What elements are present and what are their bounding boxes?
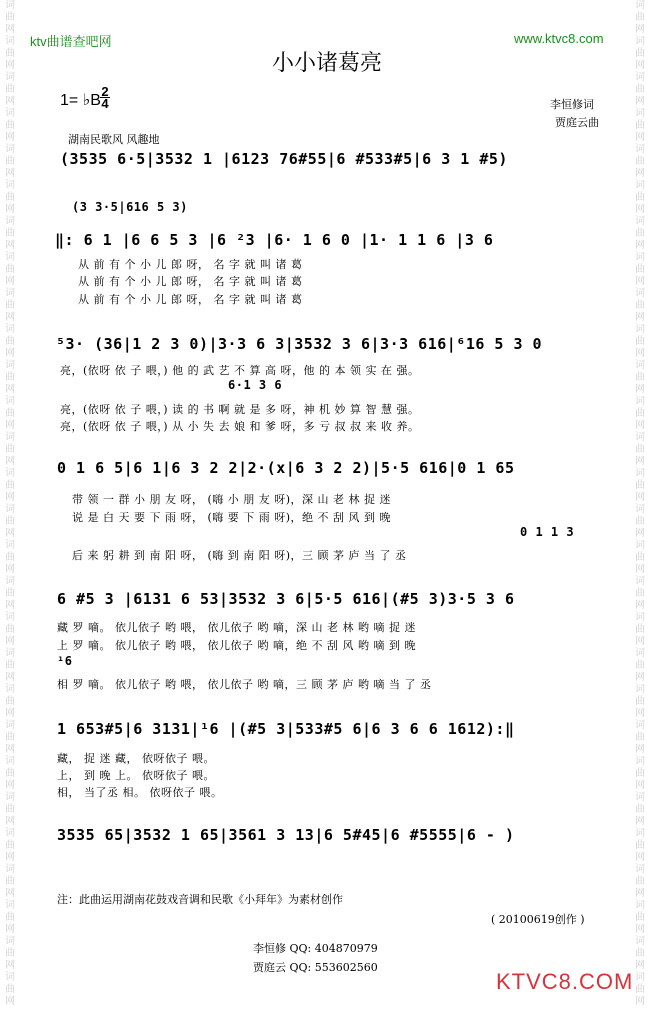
watermark-right: 词曲网词曲网词曲网词曲网词曲网词曲网词曲网词曲网词曲网词曲网词曲网词曲网词曲网词曲网词曲网词曲网词曲网词曲网词曲网词曲网词曲网词曲网词曲网词曲网词曲网词曲网词曲网词曲网 [635,0,645,1007]
contact-composer: 贾庭云 QQ: 553602560 [253,961,378,974]
contact-lyricist: 李恒修 QQ: 404870979 [253,942,378,955]
site-url[interactable]: www.ktvc8.com [514,31,604,46]
lyrics-line-1-v1: 从 前 有 个 小 儿 郎 呀， 名 字 就 叫 诸 葛 [78,258,303,271]
lyrics-line-5-v1: 藏， 捉 迷 藏， 依呀依子 喂。 [57,752,215,765]
lyricist: 李恒修词 [550,98,594,111]
composition-note: 注：此曲运用湖南花鼓戏音调和民歌《小拜年》为素材创作 [57,893,343,906]
lyrics-line-1-v2: 从 前 有 个 小 儿 郎 呀， 名 字 就 叫 诸 葛 [78,275,303,288]
style-marking: 湖南民歌风 风趣地 [68,133,160,146]
score-line-2: ⁵3· (36|1 2 3 0)|3·3 6 3|3532 3 6|3·3 616|⁶16 5 3 0 [56,335,543,353]
lyrics-line-5-v3: 相， 当了丞 相。 依呀依子 喂。 [57,786,223,799]
score-line-2-alt: 6·1 3 6 [228,378,283,392]
site-logo[interactable]: KTVC8.COM [496,969,634,994]
lyrics-line-3-v1: 带 领 一 群 小 朋 友 呀， (嗨 小 朋 友 呀)，深 山 老 林 捉 迷 [72,493,392,506]
page-title: 小小诸葛亮 [272,51,383,76]
score-outro: 3535 65|3532 1 65|3561 3 13|6 5#45|6 #5555|6 - ) [57,826,515,844]
score-intro: (3535 6·5|3532 1 |6123 76#55|6 #533#5|6 3 1 #5) [60,150,508,168]
lyrics-line-1-v3: 从 前 有 个 小 儿 郎 呀， 名 字 就 叫 诸 葛 [78,293,303,306]
score-line-4-alt: ¹6 [57,654,73,668]
lyrics-line-2-v2: 亮，(依呀 依 子 喂，) 读 的 书 啊 就 是 多 呀，神 机 妙 算 智 慧 强。 [60,403,420,416]
composition-date: ( 20100619创作 ) [491,913,585,926]
lyrics-line-4-v3: 相 罗 嘀。 依儿依子 哟 喂， 依儿依子 哟 嘀，三 顾 茅 庐 哟 嘀 当 了 丞 [57,678,432,691]
time-signature: 2 4 [101,84,109,111]
site-name: ktv曲谱查吧网 [30,34,112,49]
lyrics-line-4-v2: 上 罗 嘀。 依儿依子 哟 喂， 依儿依子 哟 嘀，绝 不 刮 风 哟 嘀 到 晚 [57,639,416,652]
lyrics-line-2-v3: 亮，(依呀 依 子 喂，) 从 小 失 去 娘 和 爹 呀，多 亏 叔 叔 来 收 养。 [60,420,420,433]
score-line-3-alt: 0 1 1 3 [520,525,575,539]
key-signature: 1= ♭B [60,92,101,109]
watermark-left: 词曲网词曲网词曲网词曲网词曲网词曲网词曲网词曲网词曲网词曲网词曲网词曲网词曲网词曲网词曲网词曲网词曲网词曲网词曲网词曲网词曲网词曲网词曲网词曲网词曲网词曲网词曲网词曲网 [5,0,15,1007]
lyrics-line-3-v3: 后 来 躬 耕 到 南 阳 呀， (嗨 到 南 阳 呀)，三 顾 茅 庐 当 了 丞 [72,549,407,562]
score-line-5: 1 653#5|6 3131|¹6 |(#5 3|533#5 6|6 3 6 6 1612):‖ [57,720,515,738]
lyrics-line-4-v1: 藏 罗 嘀。 依儿依子 哟 喂， 依儿依子 哟 嘀，深 山 老 林 哟 嘀 捉 迷 [57,621,416,634]
score-line-4: 6 #5 3 |6131 6 53|3532 3 6|5·5 616|(#5 3)3·5 3 6 [57,590,515,608]
score-line-3: 0 1 6 5|6 1|6 3 2 2|2·(x|6 3 2 2)|5·5 616|0 1 65 [57,459,515,477]
lyrics-line-2-v1: 亮，(依呀 依 子 喂，) 他 的 武 艺 不 算 高 呀，他 的 本 领 实 在 强。 [60,364,420,377]
score-intro-second: (3 3·5|616 5 3) [72,200,188,214]
score-line-1: ‖: 6 1 |6 6 5 3 |6 ²3 |6· 1 6 0 |1· 1 1 6 |3 6 [55,231,494,249]
lyrics-line-5-v2: 上， 到 晚 上。 依呀依子 喂。 [57,769,215,782]
lyrics-line-3-v2: 说 是 白 天 要 下 雨 呀， (嗨 要 下 雨 呀)，绝 不 刮 风 到 晚 [72,511,392,524]
composer: 贾庭云曲 [555,116,599,129]
